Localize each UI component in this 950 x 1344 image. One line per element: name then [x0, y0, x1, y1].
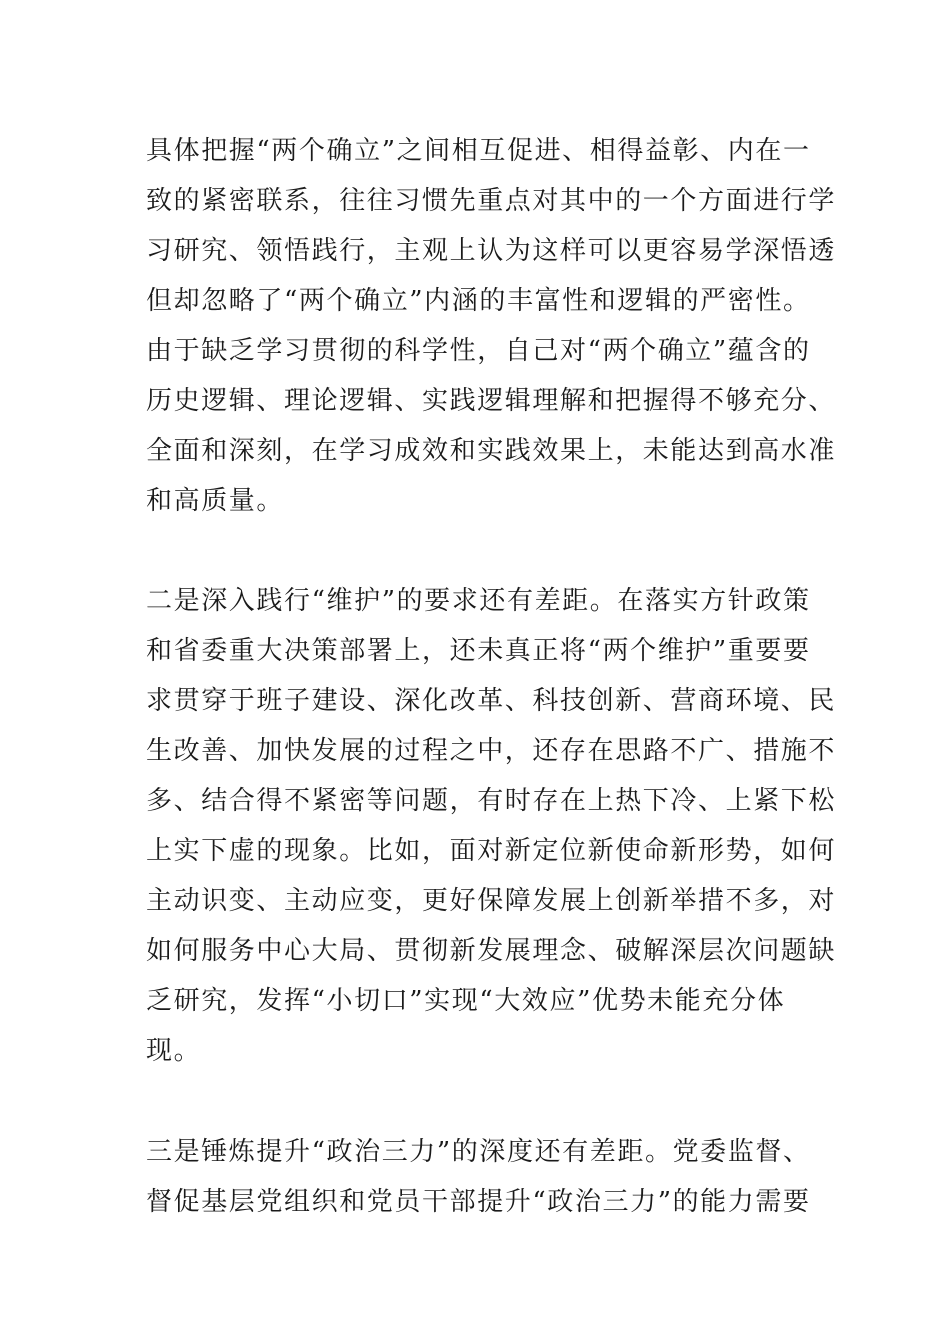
text-line: 多、结合得不紧密等问题，有时存在上热下冷、上紧下松	[146, 786, 837, 816]
paragraph-3	[146, 1127, 811, 1227]
paragraph-2	[146, 576, 837, 1076]
text-line: 但却忽略了“两个确立”内涵的丰富性和逻辑的严密性。	[146, 286, 811, 316]
text-line: 主动识变、主动应变，更好保障发展上创新举措不多，对	[146, 886, 837, 916]
text-line: 和高质量。	[146, 486, 285, 516]
text-line: 和省委重大决策部署上，还未真正将“两个维护”重要要	[146, 636, 811, 666]
text-line: 求贯穿于班子建设、深化改革、科技创新、营商环境、民	[146, 686, 837, 716]
text-line: 上实下虚的现象。比如，面对新定位新使命新形势，如何	[146, 836, 837, 866]
paragraph-1	[146, 126, 837, 526]
text-line: 三是锤炼提升“政治三力”的深度还有差距。党委监督、	[146, 1137, 811, 1167]
text-line: 习研究、领悟践行，主观上认为这样可以更容易学深悟透	[146, 236, 837, 266]
text-line: 现。	[146, 1036, 202, 1066]
text-line: 致的紧密联系，往往习惯先重点对其中的一个方面进行学	[146, 186, 837, 216]
text-line: 历史逻辑、理论逻辑、实践逻辑理解和把握得不够充分、	[146, 386, 837, 416]
text-line: 由于缺乏学习贯彻的科学性，自己对“两个确立”蕴含的	[146, 336, 811, 366]
text-line: 乏研究，发挥“小切口”实现“大效应”优势未能充分体	[146, 986, 786, 1016]
text-line: 二是深入践行“维护”的要求还有差距。在落实方针政策	[146, 586, 811, 616]
text-line: 生改善、加快发展的过程之中，还存在思路不广、措施不	[146, 736, 837, 766]
text-line: 督促基层党组织和党员干部提升“政治三力”的能力需要	[146, 1187, 811, 1217]
text-line: 具体把握“两个确立”之间相互促进、相得益彰、内在一	[146, 136, 811, 166]
text-line: 全面和深刻，在学习成效和实践效果上，未能达到高水准	[146, 436, 837, 466]
text-line: 如何服务中心大局、贯彻新发展理念、破解深层次问题缺	[146, 936, 837, 966]
